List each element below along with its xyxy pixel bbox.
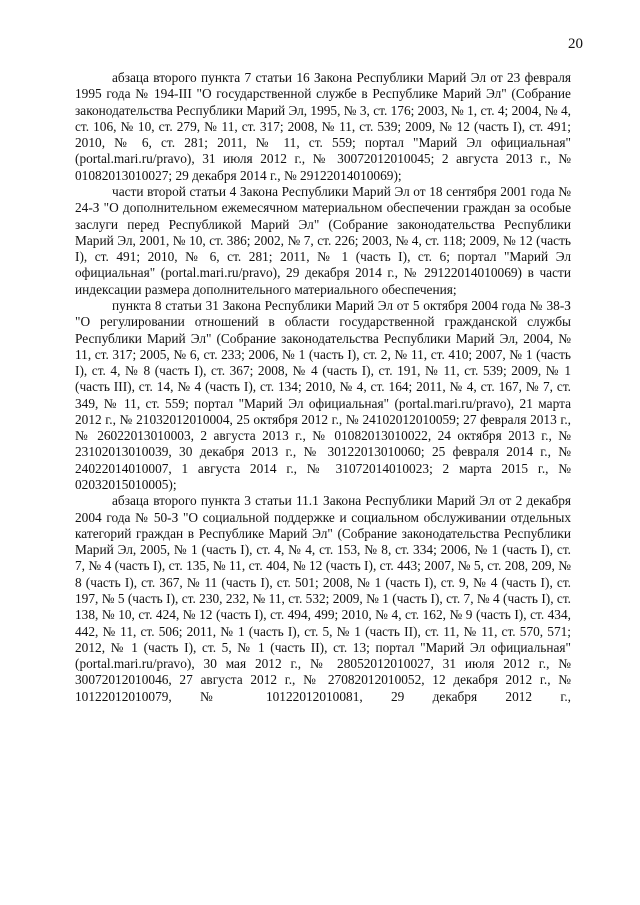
paragraph-law-194-iii: абзаца второго пункта 7 статьи 16 Закона Республики Марий Эл от 23 февраля 1995 года № 194-III "О государственной службе в Республике Марий Эл" (Собрание законодательства Республики Марий Эл, 1995, № 3, ст. 176; 2003, № 1, ст. 4; 2004, № 4, ст. 106, № 10, ст. 279, № 11, ст. 317; 2008, № 11, ст. 539; 2009, № 12 (часть I), ст. 491; 2010, № 6, ст. 281; 2011, № 11, ст. 559; портал "Марий Эл официальная" (portal.mari.ru/pravo), 31 июля 2012 г., № 30072012010045; 2 августа 2013 г., № 01082013010027; 29 декабря 2014 г., № 29122014010069); <box>75 70 572 183</box>
paragraph-law-24-z: части второй статьи 4 Закона Республики Марий Эл от 18 сентября 2001 года № 24-З "О дополнительном ежемесячном материальном обеспечении граждан за особые заслуги перед Республикой Марий Эл" (Собрание законодательства Республики Марий Эл, 2001, № 10, ст. 386; 2002, № 7, ст. 226; 2003, № 4, ст. 118; 2009, № 12 (часть I), ст. 491; 2010, № 6, ст. 281; 2011, № 1 (часть I), ст. 6; портал "Марий Эл официальная" (portal.mari.ru/pravo), 29 декабря 2014 г., № 29122014010069) в части индексации размера дополнительного материального обеспечения; <box>75 183 571 297</box>
page-number: 20 <box>568 36 583 52</box>
paragraph-law-38-z: пункта 8 статьи 31 Закона Республики Марий Эл от 5 октября 2004 года № 38-З "О регулировании отношений в области государственной гражданской службы Республики Марий Эл" (Собрание законодательства Республики Марий Эл, 2004, № 11, ст. 317; 2005, № 6, ст. 233; 2006, № 1 (часть I), ст. 2, № 11, ст. 410; 2007, № 1 (часть I), ст. 4, № 8 (часть I), ст. 367; 2008, № 4 (часть I), ст. 191, № 11, ст. 539; 2009, № 1 (часть III), ст. 14, № 4 (часть I), ст. 134; 2010, № 4, ст. 164; 2011, № 4, ст. 167, № 7, ст. 349, № 11, ст. 559; портал "Марий Эл официальная" (portal.mari.ru/pravo), 21 марта 2012 г., № 21032012010004, 25 октября 2012 г., № 24102012010059; 27 февраля 2013 г., № 26022013010003, 2 августа 2013 г., № 01082013010022, 24 октября 2013 г., № 23102013010039, 30 декабря 2013 г., № 30122013010060; 25 февраля 2014 г., № 24022014010007, 1 августа 2014 г., № 31072014010023; 2 марта 2015 г., № 02032015010005); <box>75 297 571 493</box>
paragraph-law-50-z: абзаца второго пункта 3 статьи 11.1 Закона Республики Марий Эл от 2 декабря 2004 года № 50-З "О социальной поддержке и социальном обслуживании отдельных категорий граждан в Республике Марий Эл" (Собрание законодательства Республики Марий Эл, 2005, № 1 (часть I), ст. 4, № 4, ст. 153, № 8, ст. 334; 2006, № 1 (часть I), ст. 7, № 4 (часть I), ст. 135, № 11, ст. 404, № 12 (часть I), ст. 443; 2007, № 5, ст. 208, 209, № 8 (часть I), ст. 367, № 11 (часть I), ст. 501; 2008, № 1 (часть I), ст. 9, № 4 (часть I), ст. 197, № 5 (часть I), ст. 230, 232, № 11, ст. 532; 2009, № 1 (часть I), ст. 7, № 4 (часть I), ст. 138, № 10, ст. 424, № 12 (часть I), ст. 494, 499; 2010, № 4, ст. 162, № 9 (часть I), ст. 434, 442, № 11, ст. 506; 2011, № 1 (часть I), ст. 5, № 1 (часть II), ст. 11, № 11, ст. 570, 571; 2012, № 1 (часть I), ст. 5, № 1 (часть II), ст. 13; портал "Марий Эл официальная" (portal.mari.ru/pravo), 30 мая 2012 г., № 28052012010027, 31 июля 2012 г., № 30072012010046, 27 августа 2012 г., № 27082012010052, 12 декабря 2012 г., № 10122012010079, № 10122012010081, 29 декабря 2012 г., <box>75 493 571 704</box>
document-body <box>75 70 571 705</box>
